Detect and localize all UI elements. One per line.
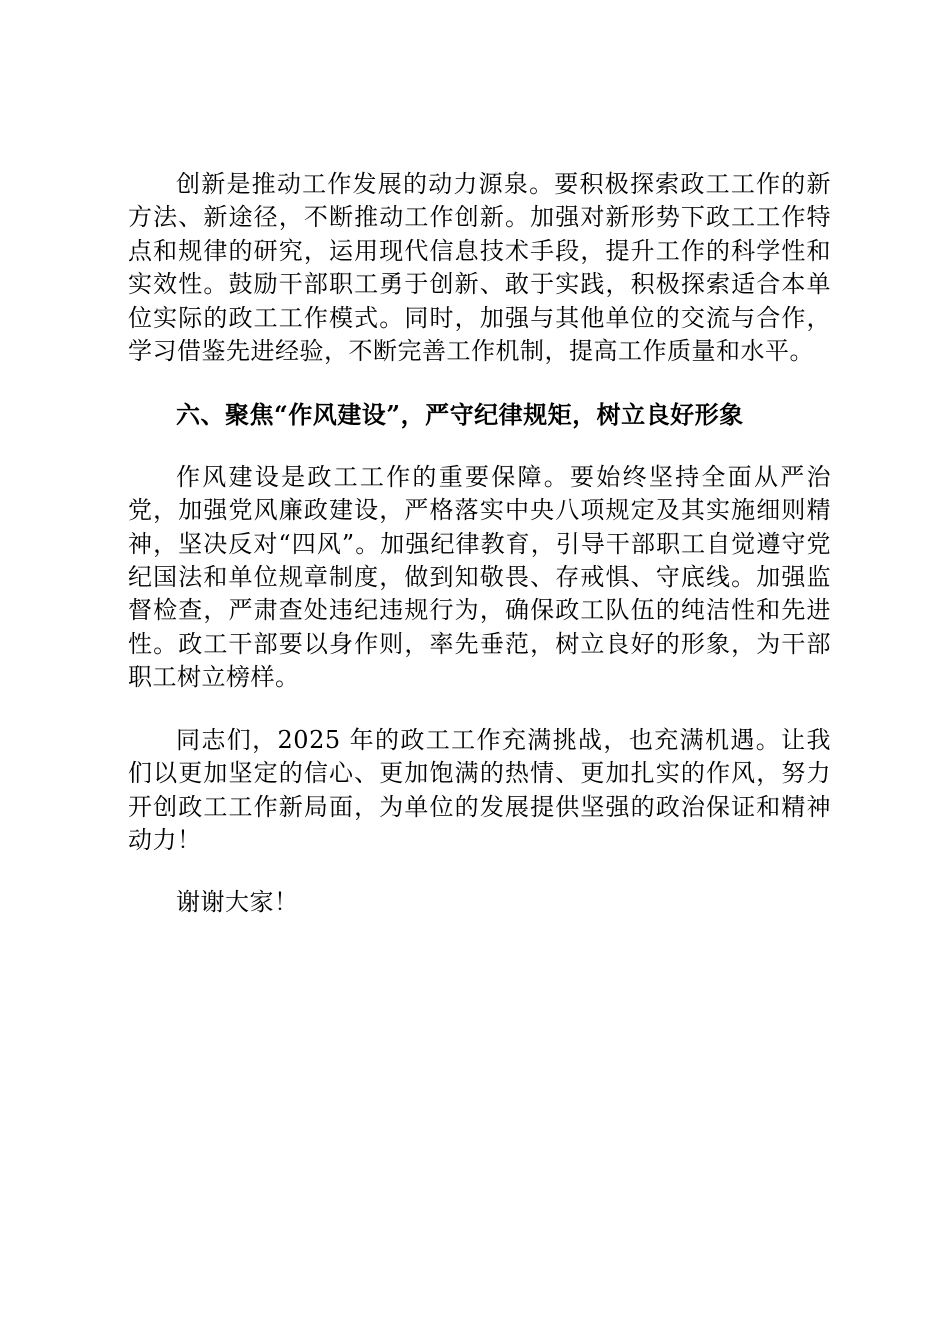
paragraph-work-style: 作风建设是政工工作的重要保障。要始终坚持全面从严治党，加强党风廉政建设，严格落实中央八项规定及其实施细则精神，坚决反对“四风”。加强纪律教育，引导干部职工自觉遵守党纪国法和单位规章制度，做到知敬畏、存戒惧、守底线。加强监督检查，严肃查处违纪违规行为，确保政工队伍的纯洁性和先进性。政工干部要以身作则，率先垂范，树立良好的形象，为干部职工树立榜样。 xyxy=(128,462,831,692)
thanks-line: 谢谢大家！ xyxy=(176,888,299,917)
document-body xyxy=(128,168,831,920)
paragraph-innovation: 创新是推动工作发展的动力源泉。要积极探索政工工作的新方法、新途径，不断推动工作创新。加强对新形势下政工工作特点和规律的研究，运用现代信息技术手段，提升工作的科学性和实效性。鼓励干部职工勇于创新、敢于实践，积极探索适合本单位实际的政工工作模式。同时，加强与其他单位的交流与合作，学习借鉴先进经验，不断完善工作机制，提高工作质量和水平。 xyxy=(128,170,831,366)
paragraph-closing: 同志们，2025 年的政工工作充满挑战，也充满机遇。让我们以更加坚定的信心、更加饱满的热情、更加扎实的作风，努力开创政工工作新局面，为单位的发展提供坚强的政治保证和精神动力！ xyxy=(128,725,831,854)
section-heading-six: 六、聚焦“作风建设”，严守纪律规矩，树立良好形象 xyxy=(176,400,744,430)
